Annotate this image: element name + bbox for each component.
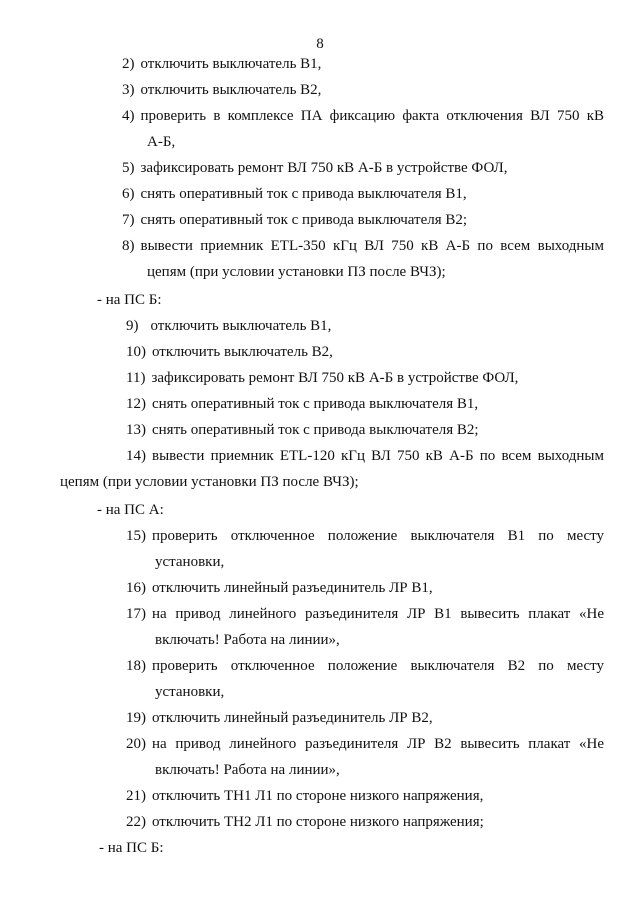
list-item: 18) проверить отключенное положение выключателя В2 по месту: [126, 658, 604, 674]
list-item: 9) отключить выключатель В1,: [126, 318, 332, 334]
page-number: 8: [316, 36, 324, 52]
list-item: 13) снять оперативный ток с привода выключателя В2;: [126, 422, 479, 438]
list-item: 6) снять оперативный ток с привода выключателя В1,: [122, 186, 467, 202]
list-item: 5) зафиксировать ремонт ВЛ 750 кВ А-Б в устройстве ФОЛ,: [122, 160, 508, 176]
list-item: 17) на привод линейного разъединителя ЛР В1 вывесить плакат «Не: [126, 606, 604, 622]
section-heading: - на ПС Б:: [97, 292, 162, 308]
list-item: 20) на привод линейного разъединителя ЛР В2 вывесить плакат «Не: [126, 736, 604, 752]
list-item-continuation: цепям (при условии установки ПЗ после ВЧЗ);: [147, 264, 446, 280]
list-item: 4) проверить в комплексе ПА фиксацию факта отключения ВЛ 750 кВ: [122, 108, 604, 124]
list-item-continuation: включать! Работа на линии»,: [155, 632, 340, 648]
list-item: 21) отключить ТН1 Л1 по стороне низкого напряжения,: [126, 788, 484, 804]
section-heading: - на ПС А:: [97, 502, 164, 518]
list-item: 14) вывести приемник ETL-120 кГц ВЛ 750 кВ А-Б по всем выходным: [126, 448, 604, 464]
list-item: 12) снять оперативный ток с привода выключателя В1,: [126, 396, 479, 412]
list-item: 3) отключить выключатель В2,: [122, 82, 322, 98]
list-item: 16) отключить линейный разъединитель ЛР В1,: [126, 580, 433, 596]
list-item-continuation: цепям (при условии установки ПЗ после ВЧЗ);: [60, 474, 359, 490]
list-item: 11) зафиксировать ремонт ВЛ 750 кВ А-Б в устройстве ФОЛ,: [126, 370, 519, 386]
list-item: 8) вывести приемник ETL-350 кГц ВЛ 750 кВ А-Б по всем выходным: [122, 238, 604, 254]
list-item: 15) проверить отключенное положение выключателя В1 по месту: [126, 528, 604, 544]
list-item-continuation: установки,: [155, 684, 225, 700]
list-item-continuation: А-Б,: [147, 134, 176, 150]
list-item: 22) отключить ТН2 Л1 по стороне низкого напряжения;: [126, 814, 484, 830]
list-item-continuation: установки,: [155, 554, 225, 570]
section-heading: - на ПС Б:: [99, 840, 164, 856]
list-item: 7) снять оперативный ток с привода выключателя В2;: [122, 212, 468, 228]
list-item: 10) отключить выключатель В2,: [126, 344, 333, 360]
list-item-continuation: включать! Работа на линии»,: [155, 762, 340, 778]
list-item: 19) отключить линейный разъединитель ЛР В2,: [126, 710, 433, 726]
list-item: 2) отключить выключатель В1,: [122, 56, 322, 72]
